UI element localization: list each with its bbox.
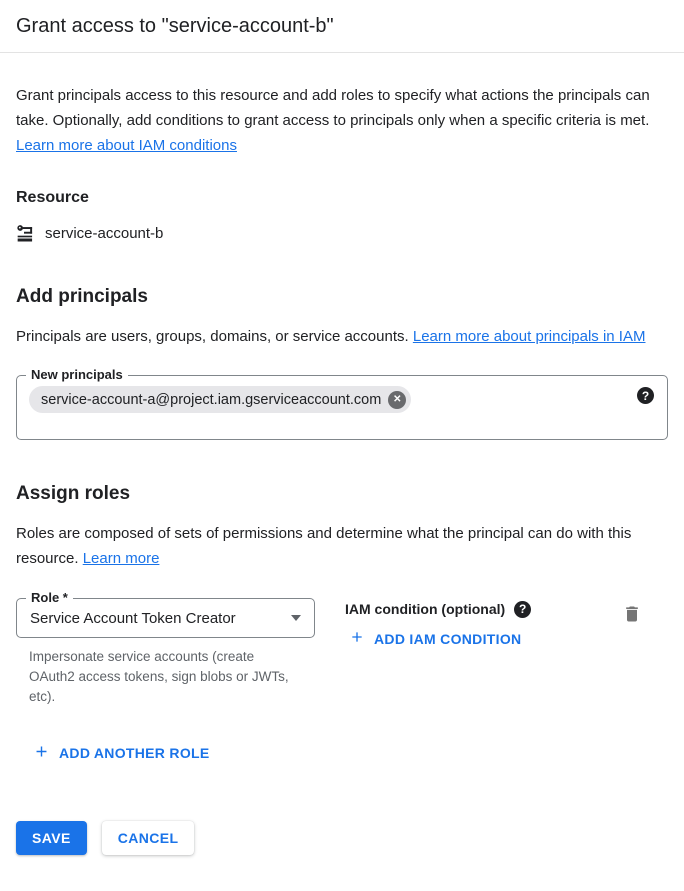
close-icon[interactable] bbox=[388, 391, 406, 409]
dialog-body bbox=[0, 83, 684, 765]
role-column bbox=[16, 590, 315, 707]
role-description: Impersonate service accounts (create OAuth2 access tokens, sign blobs or JWTs, etc). bbox=[29, 649, 289, 704]
iam-conditions-learn-more-link[interactable]: Learn more about IAM conditions bbox=[16, 137, 237, 154]
resource-name: service-account-b bbox=[45, 224, 164, 242]
header-divider bbox=[0, 52, 684, 53]
resource-row bbox=[16, 223, 668, 243]
cancel-button[interactable]: CANCEL bbox=[102, 821, 195, 855]
iam-condition-label-row bbox=[345, 600, 531, 618]
save-button[interactable]: SAVE bbox=[16, 821, 87, 855]
roles-learn-more-link[interactable]: Learn more bbox=[82, 550, 160, 567]
add-iam-condition-label: ADD IAM CONDITION bbox=[374, 630, 522, 647]
add-another-role-label: ADD ANOTHER ROLE bbox=[59, 745, 210, 761]
new-principals-input[interactable] bbox=[16, 367, 668, 440]
add-principals-description bbox=[16, 324, 668, 349]
plus-icon bbox=[33, 743, 50, 763]
role-select[interactable] bbox=[16, 590, 315, 638]
add-another-role-button[interactable] bbox=[33, 743, 210, 763]
principal-chip-value: service-account-a@project.iam.gserviceaccount.com bbox=[41, 391, 382, 408]
plus-icon bbox=[349, 629, 365, 648]
delete-role-button[interactable] bbox=[622, 604, 642, 624]
trash-icon bbox=[622, 604, 642, 624]
dialog-title: Grant access to "service-account-b" bbox=[16, 15, 334, 37]
arrow-drop-down-icon bbox=[291, 615, 301, 621]
add-principals-heading: Add principals bbox=[16, 286, 148, 307]
principals-description-text: Principals are users, groups, domains, or service accounts. bbox=[16, 328, 409, 345]
assign-roles-description bbox=[16, 521, 668, 571]
role-select-label: Role * bbox=[26, 590, 73, 606]
intro-text-body: Grant principals access to this resource and add roles to specify what actions the principals can take. Optionally, add conditions to grant access to principals only when a specific criteria is met. bbox=[16, 87, 650, 129]
role-selected-value: Service Account Token Creator bbox=[30, 609, 236, 627]
roles-description-text: Roles are composed of sets of permissions and determine what the principal can do with this resource. bbox=[16, 525, 632, 567]
service-account-icon bbox=[16, 223, 36, 243]
add-iam-condition-button[interactable] bbox=[349, 629, 521, 648]
role-row bbox=[16, 590, 668, 707]
dialog-header bbox=[0, 0, 684, 52]
dialog-footer bbox=[0, 821, 684, 855]
principal-chip bbox=[29, 386, 411, 413]
assign-roles-heading: Assign roles bbox=[16, 483, 131, 504]
iam-condition-column bbox=[345, 598, 531, 650]
help-icon[interactable] bbox=[637, 387, 654, 404]
intro-text bbox=[16, 83, 668, 158]
new-principals-label: New principals bbox=[26, 367, 128, 383]
resource-heading: Resource bbox=[16, 189, 89, 206]
iam-condition-label: IAM condition (optional) bbox=[345, 601, 506, 617]
principals-learn-more-link[interactable]: Learn more about principals in IAM bbox=[412, 328, 646, 345]
help-icon[interactable] bbox=[514, 601, 531, 618]
